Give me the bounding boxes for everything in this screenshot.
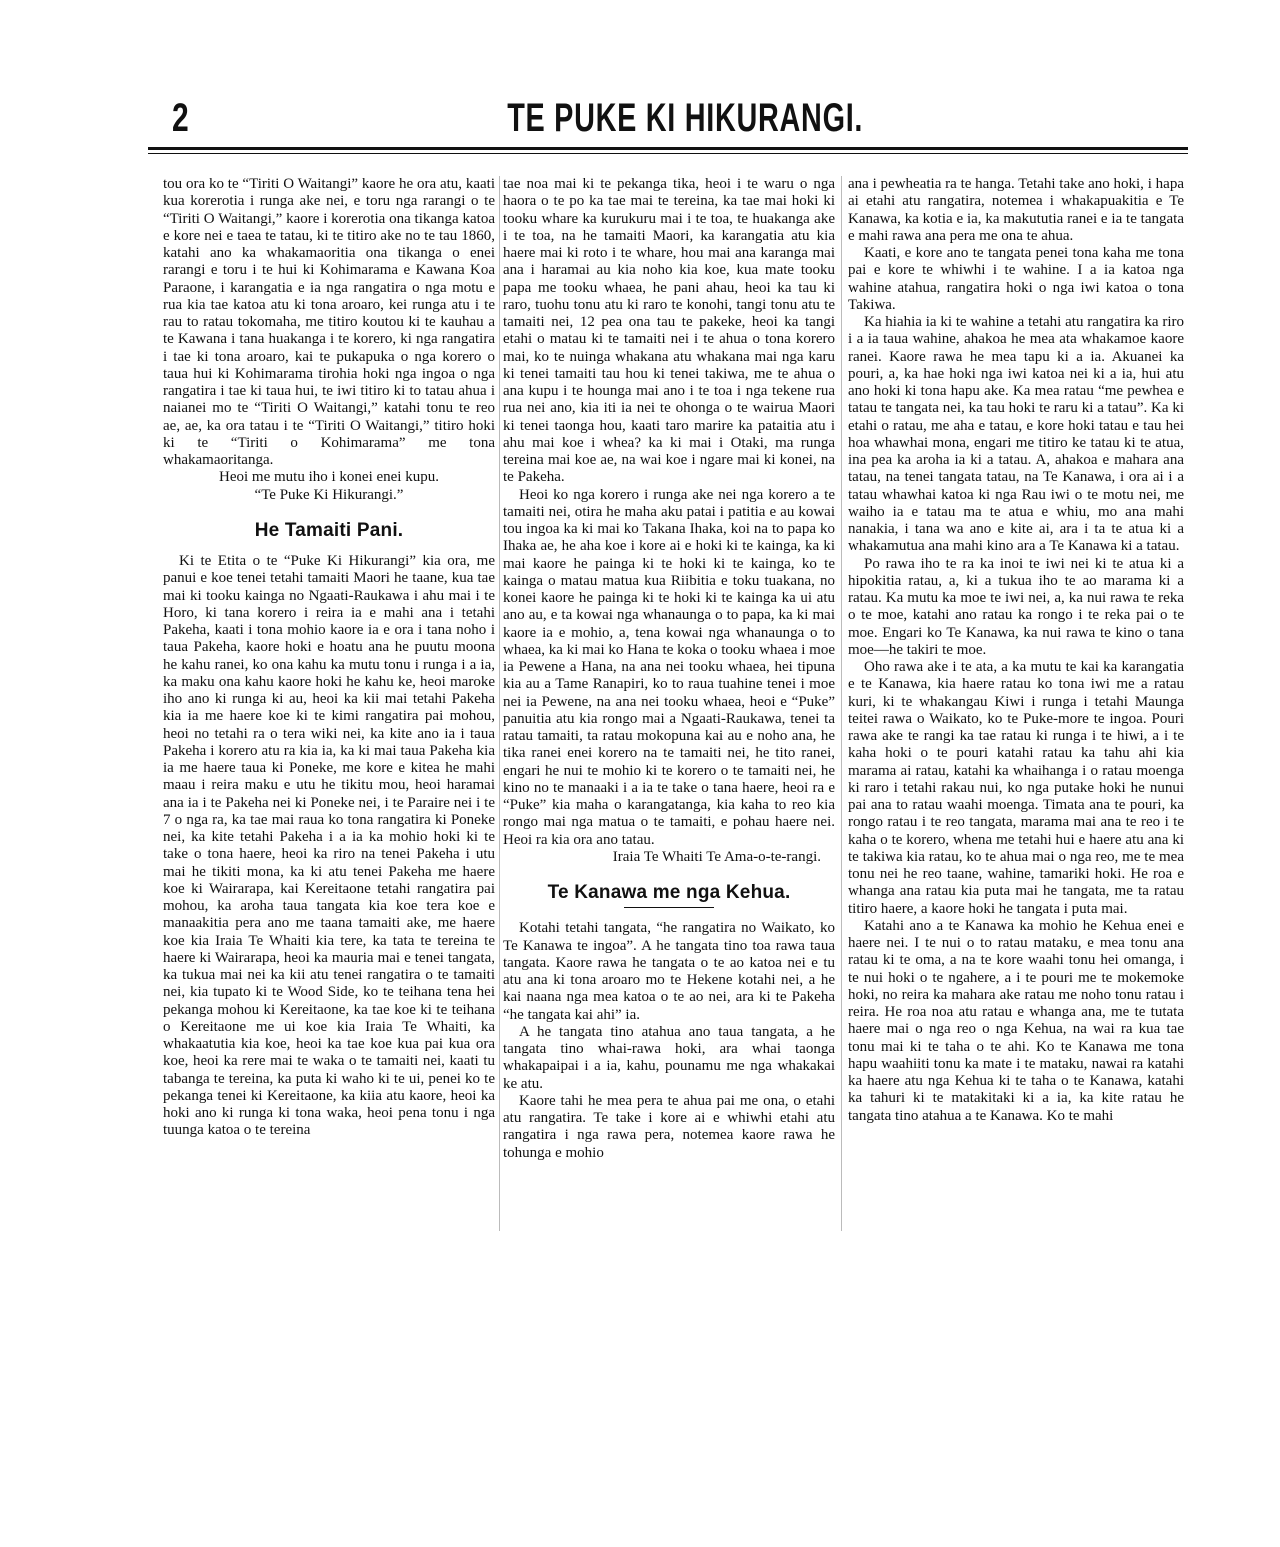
article-paragraph: A he tangata tino atahua ano taua tangata, a he tangata tino whai-rawa hoki, ara whai taonga whakapaipai i a ia, kahu, pounamu me nga whakakai ke atu.	[503, 1023, 835, 1092]
article-paragraph: Heoi ko nga korero i runga ake nei nga korero a te tamaiti nei, otira he maha aku patai i patitia e au kowai tou ingoa ka ki mai ko Takana Ihaka, koi na to papa ko Ihaka ae, he aha koe i kore ai e hoki ki te kainga, ka ki mai kaore he painga ki te hoki ki te kainga, ko te kainga o matau matua kua Riibitia e toku tuakana, no konei kaore he painga ki te hoki ki te kainga ka ui atu ano au, e ta kowai nga whanaunga o to papa, ka ki mai kaore ia e mohio, a, tena kowai nga whanaunga o to whaea, ka ki mai ko Hana te koka o tooku whaea i moe ia Pewene a Hana, na ana nei tooku whaea, hei tipuna kia au a Tame Ranapiri, ko to raua tuahine tenei i moe nei ia Pewene, na ana nei tooku whaea, heoi e “Puke” panuitia atu kia rongo mai a Ngaati-Raukawa, tenei ta ratau tamaiti, ta ratau mokopuna kai au e noho ana, he tika ranei enei korero na te tamaiti nei, he tito ranei, engari he nui te mohio ki te korero o te tamaiti nei, he kino no te manaaki i a ia te take o tana haere, heoi ra e “Puke” kia maha o karangatanga, kia kaha to reo kia rongo mai nga matua o te tamaiti, e pohau haere nei. Heoi ra kia ora ano tatau.	[503, 486, 835, 848]
masthead-rule-thin	[148, 153, 1188, 154]
article-paragraph: Oho rawa ake i te ata, a ka mutu te kai ka karangatia e te Kanawa, kia haere ratau ko tona iwi me a ratau kuri, ki te whakangau Kiwi i runga i tetahi Maunga teitei rawa o Waikato, ko te Puke-more te ingoa. Pouri rawa ake te rangi ka tae ratau ki runga i te hiwi, a i te kaha hoki o te pouri katahi ratau ka tahu ahi kia marama ai ratau, katahi ka whaihanga i o ratau moenga ki raro i tetahi rakau nui, ko nga putake hoki he nunui pai ana to ratau waahi moenga. Timata ana te pouri, ka rongo ratau i te reo tangata, marama mai ana te reo i te kaha o te korero, whena me tetahi hui e haere atu ana ki te takiwa kia ratau, ko te ahua mai o nga reo, me te mea tonu nei he reo taane, wahine, tamariki hoki. He roa e whanga ana ratau kia puta mai he tangata, me ta ratau titiro haere, a kaore hoki he tangata i puta mai.	[848, 659, 1184, 917]
article-paragraph: tou ora ko te “Tiriti O Waitangi” kaore he ora atu, kaati kua korerotia i runga ake nei, e toru nga rarangi o te “Tiriti O Waitangi,” kaore i korerotia ona tikanga katoa e kore nei e taea te tatau, ki te titiro ake no te tau 1860, katahi ano ka whakamaoritia ona tikanga o enei rarangi e toru i te hui ki Kohimarama e Kawana Koa Paraone, i karangatia e ia nga rangatira o nga motu e rua kia tae katoa atu ki tona aroaro, kei runga atu i te rau to ratau tokomaha, me titiro koutou ki te kauhau a te Kawana i tana huakanga i te korero, ki nga rangatira i tae ki tona aroaro, kai te pukapuka o nga korero o taua hui ki Kohimarama tirohia hoki nga ingoa o nga rangatira i tae ki taua hui, te iwi titiro ki to tatau ahua i naianei mo te “Tiriti O Waitangi,” katahi tonu te reo ae, ae, ka ora tatau i te “Tiriti O Waitangi,” titiro hoki ki te “Tiriti o Kohimarama” me tona whakamaoritanga.	[163, 176, 495, 468]
signature: Iraia Te Whaiti Te Ama-o-te-rangi.	[612, 848, 821, 865]
article-paragraph: Kotahi tetahi tangata, “he rangatira no Waikato, ko Te Kanawa te ingoa”. A he tangata tino toa rawa taua tangata. Kaore rawa he tangata o te ao katoa nei e tu atu ana ki tona aroaro mo te Hekene kotahi nei, a he kai naana nga mea katoa o te ao nei, ara ki te Pakeha “he tangata kai ahi” ia.	[503, 920, 835, 1023]
masthead-rule	[148, 147, 1188, 150]
closing-line: Heoi me mutu iho i konei enei kupu.	[219, 469, 439, 486]
page-number: 2	[172, 96, 189, 140]
column-divider	[499, 176, 500, 1231]
article-paragraph: Katahi ano a te Kanawa ka mohio he Kehua enei e haere nei. I te nui o to ratau mataku, e mea tonu ana ratau ki te oma, a na te kore waahi tonu hei omanga, i te nui hoki o te ngahere, a i te pouri me te mokemoke hoki, no reira ka mahara ake ratau me noho tonu ratau i reira. He roa noa atu ratau e whanga ana, me te tutata haere mai o nga reo o nga Kehua, na wai ra kua tae tonu mai ki te taha o te ahi. Ko te Kanawa me tona hapu waahiiti tonu ka mate i te mataku, nawai ra katahi ka haere atu nga Kehua ki te taha o te Kanawa, katahi ka tahuri ki te matakitaki ki a ia, ka kite ratau he tangata tino atahua a te Kanawa. Ko te mahi	[848, 917, 1184, 1124]
article-heading: Te Kanawa me nga Kehua.	[547, 882, 791, 903]
signature: “Te Puke Ki Hikurangi.”	[254, 486, 404, 503]
column-2	[503, 176, 835, 1162]
article-paragraph: Kaati, e kore ano te tangata penei tona kaha me tona pai e kore te whiwhi i te wahine. I a ia katoa nga wahine atahua, rangatira hoki o nga iwi katoa o tona Takiwa.	[848, 245, 1184, 313]
article-heading: He Tamaiti Pani.	[254, 519, 404, 541]
heading-rule	[624, 907, 714, 908]
article-paragraph: tae noa mai ki te pekanga tika, heoi i te waru o nga haora o te po ka tae mai te tereina, ka tae mai hoki ki tooku whare ka kurukuru mai i te toa, te huakanga ake i te toa, na he tamaiti Maori, ka karangatia atu kia haere mai ki roto i te whare, hou mai ana karanga mai ana i haramai au kia noho kia koe, kua mate tooku papa me tooku whaea, he pani ahau, heoi ka tau ki raro, tuohu tonu atu ki raro te konohi, tangi tonu atu te tamaiti nei, 12 pea ona tau te pakeke, heoi ka tangi etahi o matau ki te tamaiti nei i te ahua o tona korero mai, ko te nuinga whakana atu whakana mai nga karu ki tenei tamaiti tau hou ki tenei takiwa, me te ahua o ana kupu i te hounga mai ano i te toa i nga tekene rua rua nei ano, kia iti ia nei te ohonga o te wairua Maori ki tenei taonga hou, kaati taro marire ka pataitia atu i ahu mai koe i whea? ka ki mai i Otaki, ma runga tereina mai koe ae, na wai koe i ngare mai ki konei, na te Pakeha.	[503, 176, 835, 486]
column-1	[163, 176, 495, 1140]
article-paragraph: ana i pewheatia ra te hanga. Tetahi take ano hoki, i hapa ai etahi atu rangatira, notemea i whakapuakitia e Te Kanawa, ka kotia e ia, ka makututia ranei e ia te tangata e mahi rawa ana pera me ona te ahua.	[848, 176, 1184, 244]
article-paragraph: Ka hiahia ia ki te wahine a tetahi atu rangatira ka riro i a ia taua wahine, ahakoa he mea ata whakamoe kaore ranei. Kaore rawa he mea tapu ki a ia. Akuanei ka pouri, a, ka hae hoki nga iwi katoa nei ki a ia, hui atu ano hoki ki tona hapu ake. Ka mea ratau “me pewhea e tatau te tangata nei, ka tau hoki te raru ki a tatau”. Ka ki etahi o ratau, me aha e tatau, e kore hoki tatau e tau hei hoa whawhai mona, engari me titiro ke tatau ki te atua, ina pea ka aroha ia ki a tatau. A, ahakoa e mahara ana tatau, na tenei tangata tatau, na Te Kanawa, i ora ai i a tatau whawhai katoa ki nga Rau iwi o te motu nei, me waiho ia e tatau ma te atua e whiu, mo ana mahi nanakia, i tana wa ano e kite ai, ara i ta te atua ki a whakamutua ana mahi kino ara a Te Kanawa ki a tatau.	[848, 314, 1184, 555]
article-paragraph: Ki te Etita o te “Puke Ki Hikurangi” kia ora, me panui e koe tenei tetahi tamaiti Maori he taane, kua tae mai ki tooku kainga no Ngaati-Raukawa i ahu mai i te Horo, ki tana korero i reira ia e mahi ana i tetahi Pakeha, kaati i tona mohio kaore ia e ora i tana noho i taua Pakeha, kaore hoki e hoatu ana he puutu moona he kahu ranei, ko ona kahu ka mutu tonu i runga i a ia, ka maku ona kahu kaore hoki he kahu ke, heoi maroke iho ano ki runga ki au, heoi ka kii mai tetahi Pakeha kia ia me haere koe ki te kimi rangatira pai mohou, heoi no tetahi ra o tera wiki nei, ka kite ano ia i taua Pakeha i korero atu ra kia ia, ka ki mai taua Pakeha kia ia me haere taua ki Poneke, me kore e kitea he mahi maau i reira maku e utu he tikitu mou, heoi haramai ana ia i te Pakeha nei ki Poneke nei, i te Paraire nei i te 7 o nga ra, ka tae mai raua ko tona rangatira ki Poneke nei, ka kite tetahi Pakeha i a ia ka mohio hoki ki te take o tona haere, heoi ka riro na tenei Pakeha i utu mai he tikiti mona, ka ki atu tenei Pakeha me haere koe ki Wairarapa, kai Kereitaone tetahi rangatira pai mohou, ka aroha taua tangata kia koe tera koe e manaakitia pera ano me taana tamaiti ake, me haere koe kia Iraia Te Whaiti kia tere, ka tata te tereina te haere ki Wairarapa, heoi ka mauria mai e tenei tangata, ka tukua mai nei ka kii atu tenei rangatira o te tamaiti nei, kia tupato ki te Wood Side, ko te teihana tena hei pekanga mohou ki Kereitaone, ka tae koe ki te teihana o Kereitaone me ui koe kia Iraia Te Whaiti, ka whakaatutia kia koe, heoi ka tae koe kua pai kua ora koe, heoi ka rere mai te waka o te tamaiti nei, kaati tu tabanga te tereina, ka puta ki waho ki te ui, penei ko te pekanga tenei ki Kereitaone, ka kiia atu kaore, heoi ka hoki ano ki runga ki tona waka, heoi pena tonu i nga tuunga katoa o te tereina	[163, 553, 495, 1139]
article-paragraph: Kaore tahi he mea pera te ahua pai me ona, o etahi atu rangatira. Te take i kore ai e whiwhi etahi atu rangatira i nga rawa pera, notemea kaore rawa he tohunga e mohio	[503, 1092, 835, 1161]
article-paragraph: Po rawa iho te ra ka inoi te iwi nei ki te atua ki a hipokitia ratau, a, ki a tukua iho te ao marama ki a ratau. Ka mutu ka moe te iwi nei, a, ka nui rawa te reka o te moe, katahi ano ratau ka rongo i te reka pai o te moe. Engari ko Te Kanawa, ka nui rawa te kino o tana moe—he takiri te moe.	[848, 555, 1184, 658]
column-divider	[841, 176, 842, 1231]
masthead-title: TE PUKE KI HIKURANGI.	[507, 96, 864, 140]
column-3	[848, 176, 1184, 1125]
